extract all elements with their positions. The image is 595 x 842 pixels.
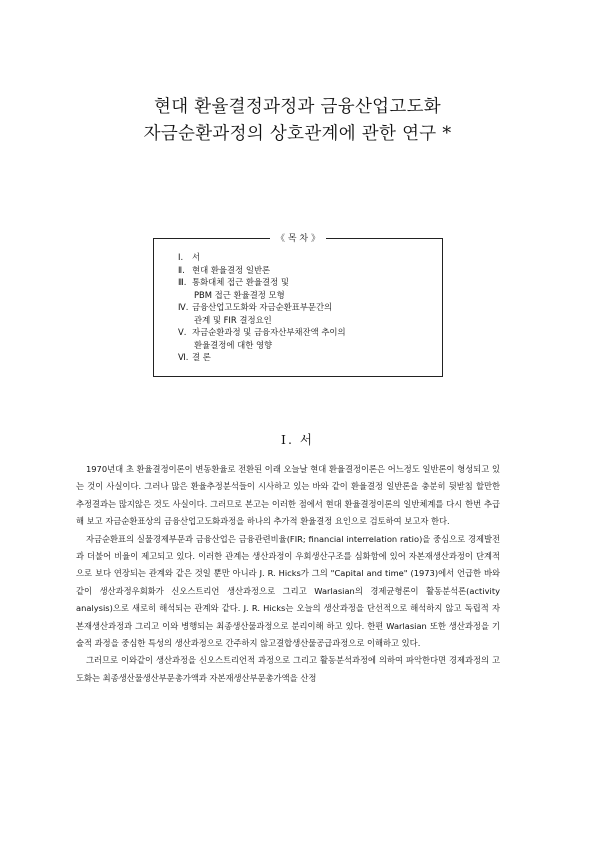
toc-item-text: 자금순환과정 및 금융자산부채잔액 추이의 xyxy=(192,327,346,337)
toc-item xyxy=(178,251,346,264)
toc-list xyxy=(178,251,346,364)
toc-item xyxy=(178,326,346,339)
toc-heading: 《 목 차 》 xyxy=(270,234,326,244)
paper-title-line-2: 자금순환과정의 상호관계에 관한 연구 * xyxy=(143,124,452,144)
toc-item-continuation: 환율결정에 대한 영향 xyxy=(194,339,273,350)
toc-item-text: 결 론 xyxy=(192,352,211,362)
toc-item xyxy=(178,276,346,289)
toc-item-text: 금융산업고도화와 자금순환표부문간의 xyxy=(192,302,333,312)
body-text xyxy=(76,461,500,687)
paper-title-line-1: 현대 환율결정과정과 금융산업고도화 xyxy=(153,97,441,117)
toc-item-continuation: PBM 접근 환율결정 모형 xyxy=(194,289,285,300)
toc-item-number: Ⅱ. xyxy=(178,264,185,275)
toc-item-text: 통화대체 접근 환율결정 및 xyxy=(192,277,289,287)
toc-item xyxy=(178,351,346,364)
toc-item-number: Ⅵ. xyxy=(178,352,189,362)
toc-item-number: Ⅲ. xyxy=(178,277,187,287)
toc-item-text: 현대 환율결정 일반론 xyxy=(192,264,271,275)
toc-item xyxy=(178,301,346,314)
paragraph: 그러므로 이와같이 생산과정을 신오스트리언적 과정으로 그리고 활동분석과정에 의하여 파악한다면 경제과정의 고도화는 최종생산물생산부문총가액과 자본재생산부문총가액을 산정 xyxy=(76,655,500,683)
table-of-contents-box xyxy=(153,234,443,377)
toc-item-number: Ⅳ. xyxy=(178,302,189,312)
section-heading: Ⅰ. 서 xyxy=(281,432,314,447)
toc-item xyxy=(178,264,346,277)
toc-item-number: Ⅴ. xyxy=(178,327,187,337)
toc-item-number: Ⅰ. xyxy=(178,252,184,262)
paragraph: 자금순환표의 실물경제부문과 금융산업은 금융관련비율(FIR; financial interrelation ratio)을 중심으로 경제발전과 더불어 비율이 제고되고 있다. 이러한 관계는 생산과정이 우회생산구조를 심화함에 있어 자본재생산과정이 단계적으로 보다 연장되는 관계와 같은 것일 뿐만 아니라 J. R. Hicks가 그의 "Capital and time" (1973)에서 언급한 바와 같이 생산과정우회화가 신오스트리언 생산과정으로 그리고 Warlasian의 경제균형론이 활동분석론(activity analysis)으로 새로히 해석되는 관계와 같다. J. R. Hicks는 오늘의 생산과정을 단선적으로 해석하지 않고 독립적 자본재생산과정과 그리고 이와 병행되는 최종생산물과정으로 분리이해 하고 있다. 한편 Warlasian 또한 생산과정을 기술적 과정을 중심한 특성의 생산과정으로 간주하지 않고결합생산물공급과정으로 이해하고 있다. xyxy=(76,533,500,649)
toc-item-text: 서 xyxy=(192,252,201,262)
toc-item-continuation: 관계 및 FIR 결정요인 xyxy=(194,314,272,325)
paragraph: 1970년대 초 환율결정이론이 변동환율로 전환된 이래 오늘날 현대 환율결정이론은 어느정도 일반론이 형성되고 있는 것이 사실이다. 그러나 많은 환율추정분석들이 시사하고 있는 바와 같이 환율결정 일반론을 충분히 뒷받침 할만한 추정결과는 많지않은 것도 사실이다. 그러므로 본고는 이러한 점에서 현대 환율결정이론의 일반체계를 다시 한번 추급 해 보고 자금순환표상의 금융산업고도화과정을 하나의 추가적 환율결정 요인으로 검토하여 보고자 한다. xyxy=(76,464,500,527)
